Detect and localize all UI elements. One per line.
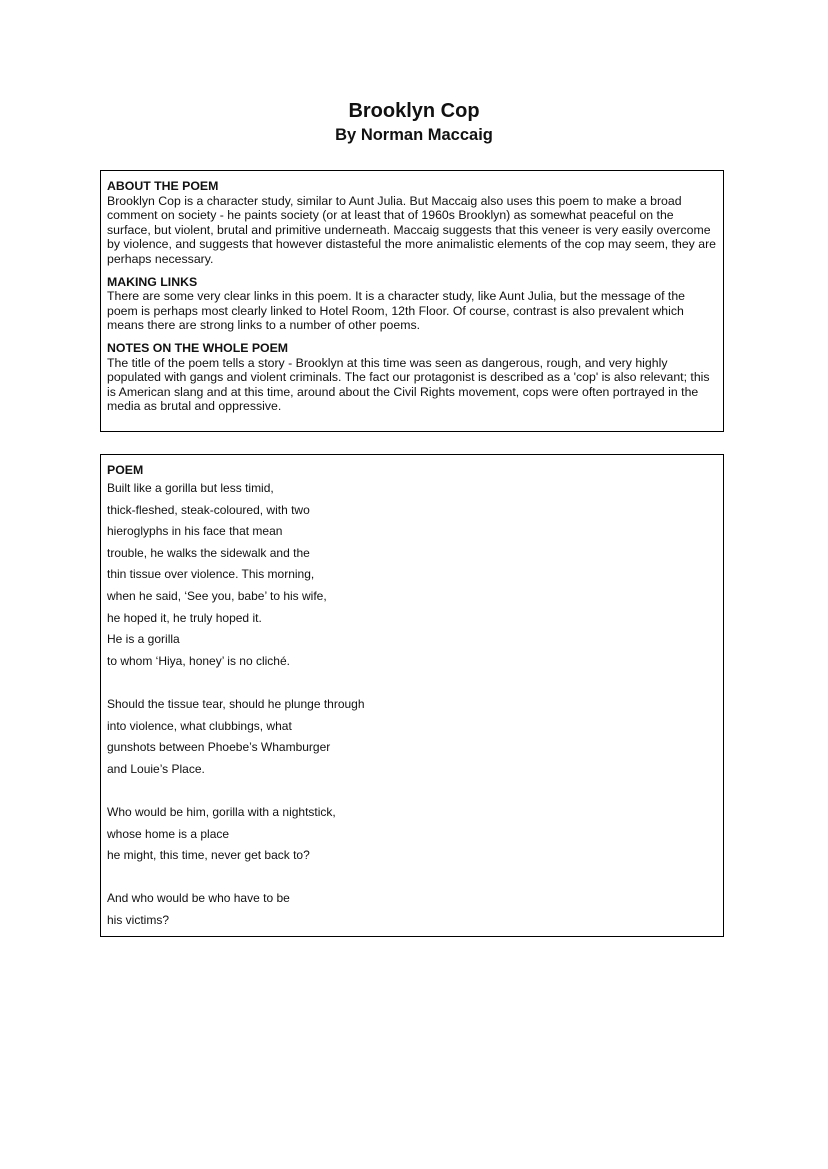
section-heading-notes: NOTES ON THE WHOLE POEM [107, 340, 289, 355]
making-links-section [107, 275, 717, 333]
poem-line: when he said, ‘See you, babe’ to his wife, [107, 588, 327, 603]
section-body-making-links: There are some very clear links in this poem. It is a character study, like Aunt Julia, but the message of the poem is perhaps most clearly linked to Hotel Room, 12th Floor. Of course, contrast is also prevalent which means there are strong links to a number of other poems. [107, 289, 685, 333]
poem-box [100, 454, 724, 937]
section-body-about: Brooklyn Cop is a character study, similar to Aunt Julia. But Maccaig also uses this poem to make a broad comment on society - he paints society (or at least that of 1960s Brooklyn) as somewhat peaceful on the surface, but violent, brutal and primitive underneath. Maccaig suggests that this veneer is very easily overcome by violence, and suggests that however distasteful the more animalistic elements of the cop may seem, they are perhaps necessary. [107, 193, 717, 266]
author-byline: By Norman Maccaig [335, 126, 493, 144]
poem-line: gunshots between Phoebe’s Whamburger [107, 740, 331, 755]
section-body-notes: The title of the poem tells a story - Brooklyn at this time was seen as dangerous, rough, and very highly populated with gangs and violent criminals. The fact our protagonist is described as a 'cop' is also relevant; this is American slang and at this time, around about the Civil Rights movement, cops were often portrayed in the media as brutal and oppressive. [107, 355, 710, 414]
poem-line: his victims? [107, 912, 170, 927]
poem-stanza-2 [107, 694, 717, 780]
poem-line: Who would be him, gorilla with a nightstick, [107, 804, 336, 819]
poem-line: into violence, what clubbings, what [107, 718, 292, 733]
poem-line: He is a gorilla [107, 632, 180, 647]
poem-line: Built like a gorilla but less timid, [107, 481, 274, 495]
poem-line: trouble, he walks the sidewalk and the [107, 545, 310, 560]
page-title: Brooklyn Cop [348, 100, 480, 122]
notes-section [107, 341, 717, 414]
section-heading-making-links: MAKING LINKS [107, 274, 198, 289]
poem-line: And who would be who have to be [107, 891, 290, 906]
page-header [0, 98, 828, 146]
poem-line: he might, this time, never get back to? [107, 848, 310, 863]
poem-line: thick-fleshed, steak-coloured, with two [107, 502, 310, 517]
poem-stanza-1 [107, 478, 717, 672]
poem-line: and Louie’s Place. [107, 761, 205, 776]
poem-line: to whom ‘Hiya, honey’ is no cliché. [107, 653, 290, 668]
poem-line: thin tissue over violence. This morning, [107, 567, 315, 582]
section-heading-about: ABOUT THE POEM [107, 179, 219, 193]
poem-heading: POEM [107, 463, 144, 477]
poem-stanza-4 [107, 888, 717, 931]
poem-line: whose home is a place [107, 826, 230, 841]
poem-line: hieroglyphs in his face that mean [107, 524, 283, 539]
poem-line: he hoped it, he truly hoped it. [107, 610, 262, 625]
about-section [107, 179, 717, 267]
poem-stanza-3 [107, 802, 717, 867]
about-poem-box [100, 170, 724, 432]
poem-line: Should the tissue tear, should he plunge through [107, 696, 365, 711]
